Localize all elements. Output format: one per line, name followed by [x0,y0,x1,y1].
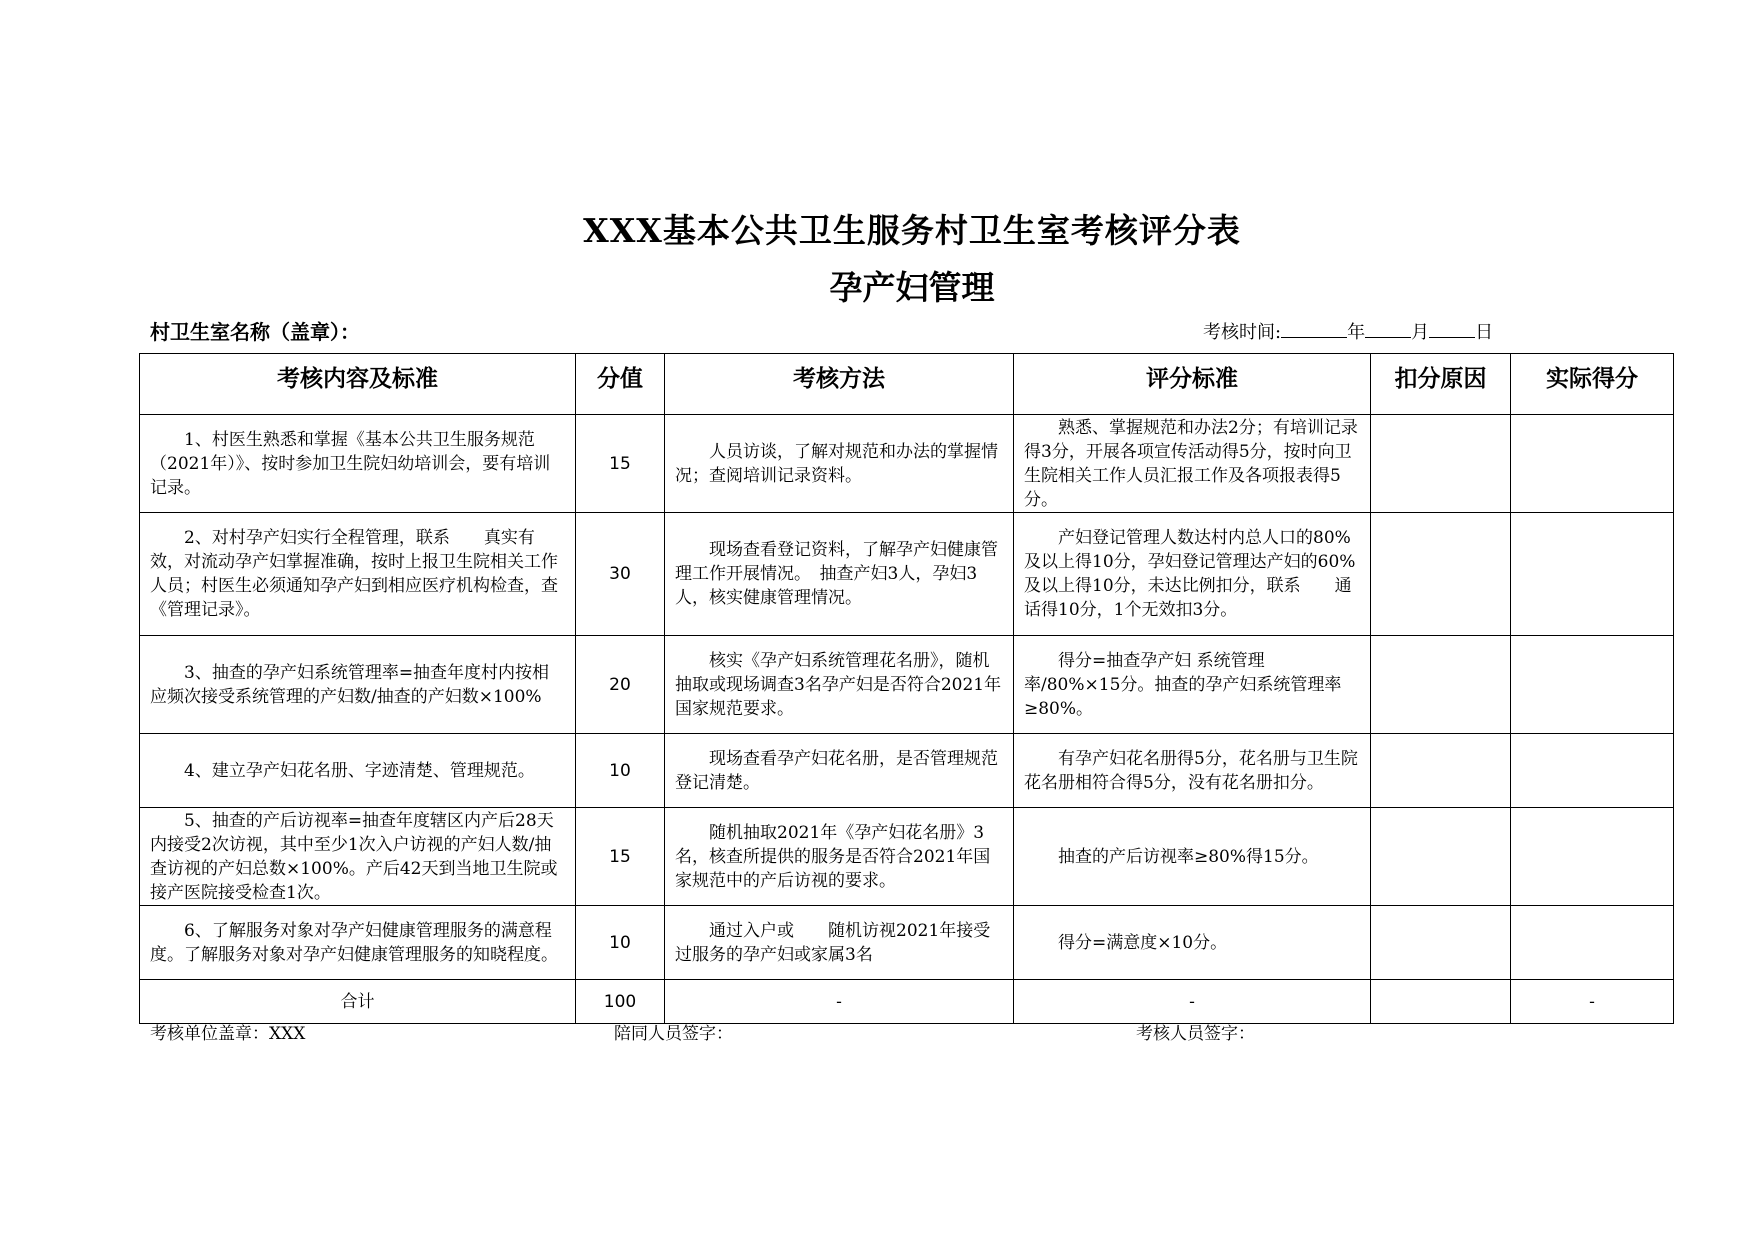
row-content: 2、对村孕产妇实行全程管理，联系 真实有效，对流动孕产妇掌握准确，按时上报卫生院相关工作人员；村医生必须通知孕产妇到相应医疗机构检查，查《管理记录》。 [140,513,576,636]
row-score: 15 [576,415,665,513]
row-actual-cell[interactable] [1511,415,1674,513]
row-score: 15 [576,808,665,906]
score-table [139,353,1674,1024]
row-content: 5、抽查的产后访视率=抽查年度辖区内产后28天内接受2次访视，其中至少1次入户访视的产妇人数/抽查访视的产妇总数×100%。产后42天到当地卫生院或接产医院接受检查1次。 [140,808,576,906]
page-title: XXX基本公共卫生服务村卫生室考核评分表 [583,211,1241,250]
footer-accompany-signature: 陪同人员签字： [614,1024,733,1044]
row-deduction-cell[interactable] [1371,636,1511,734]
exam-time [1203,318,1493,344]
month-blank[interactable] [1365,319,1411,338]
day-blank[interactable] [1429,319,1475,338]
header-method: 考核方法 [665,354,1014,415]
header-criteria: 评分标准 [1014,354,1371,415]
total-criteria: - [1014,980,1371,1024]
row-deduction-cell[interactable] [1371,734,1511,808]
row-content: 4、建立孕产妇花名册、字迹清楚、管理规范。 [140,734,576,808]
header-content: 考核内容及标准 [140,354,576,415]
row-criteria: 得分=抽查孕产妇 系统管理率/80%×15分。抽查的孕产妇系统管理率≥80%。 [1014,636,1371,734]
row-criteria: 产妇登记管理人数达村内总人口的80%及以上得10分，孕妇登记管理达产妇的60%及以上得10分，未达比例扣分，联系 通话得10分，1个无效扣3分。 [1014,513,1371,636]
row-deduction-cell[interactable] [1371,415,1511,513]
row-content: 3、抽查的孕产妇系统管理率=抽查年度村内按相应频次接受系统管理的产妇数/抽查的产妇数×100% [140,636,576,734]
table-row [140,808,1674,906]
exam-time-label: 考核时间: [1203,322,1282,343]
row-score: 10 [576,906,665,980]
month-label: 月 [1411,322,1430,343]
row-method: 随机抽取2021年《孕产妇花名册》3名，核查所提供的服务是否符合2021年国家规范中的产后访视的要求。 [665,808,1014,906]
row-score: 10 [576,734,665,808]
row-score: 20 [576,636,665,734]
total-method: - [665,980,1014,1024]
row-method: 现场查看登记资料，了解孕产妇健康管理工作开展情况。 抽查产妇3人，孕妇3人，核实健康管理情况。 [665,513,1014,636]
header-deduction: 扣分原因 [1371,354,1511,415]
row-score: 30 [576,513,665,636]
row-actual-cell[interactable] [1511,734,1674,808]
row-criteria: 抽查的产后访视率≥80%得15分。 [1014,808,1371,906]
table-row [140,636,1674,734]
total-actual[interactable]: - [1511,980,1674,1024]
day-label: 日 [1475,322,1494,343]
year-blank[interactable] [1281,319,1347,338]
row-actual-cell[interactable] [1511,513,1674,636]
footer-unit-stamp: 考核单位盖章：XXX [150,1024,306,1044]
table-row [140,513,1674,636]
header-actual: 实际得分 [1511,354,1674,415]
total-score: 100 [576,980,665,1024]
total-row [140,980,1674,1024]
table-row [140,415,1674,513]
table-header-row [140,354,1674,415]
row-method: 人员访谈，了解对规范和办法的掌握情况；查阅培训记录资料。 [665,415,1014,513]
row-criteria: 得分=满意度×10分。 [1014,906,1371,980]
row-method: 现场查看孕产妇花名册，是否管理规范登记清楚。 [665,734,1014,808]
row-actual-cell[interactable] [1511,636,1674,734]
row-criteria: 有孕产妇花名册得5分，花名册与卫生院花名册相符合得5分，没有花名册扣分。 [1014,734,1371,808]
total-deduction[interactable] [1371,980,1511,1024]
year-label: 年 [1347,322,1366,343]
table-row [140,906,1674,980]
row-method: 通过入户或 随机访视2021年接受过服务的孕产妇或家属3名 [665,906,1014,980]
row-content: 6、了解服务对象对孕产妇健康管理服务的满意程度。了解服务对象对孕产妇健康管理服务的知晓程度。 [140,906,576,980]
row-deduction-cell[interactable] [1371,808,1511,906]
row-deduction-cell[interactable] [1371,906,1511,980]
total-label: 合计 [140,980,576,1024]
row-actual-cell[interactable] [1511,906,1674,980]
footer-reviewer-signature: 考核人员签字： [1136,1024,1255,1044]
row-method: 核实《孕产妇系统管理花名册》，随机抽取或现场调查3名孕产妇是否符合2021年国家规范要求。 [665,636,1014,734]
row-content: 1、村医生熟悉和掌握《基本公共卫生服务规范（2021年）》、按时参加卫生院妇幼培训会，要有培训记录。 [140,415,576,513]
row-deduction-cell[interactable] [1371,513,1511,636]
clinic-name-label: 村卫生室名称（盖章）： [150,320,360,344]
table-row [140,734,1674,808]
row-criteria: 熟悉、掌握规范和办法2分；有培训记录得3分，开展各项宣传活动得5分，按时向卫生院相关工作人员汇报工作及各项报表得5分。 [1014,415,1371,513]
header-score: 分值 [576,354,665,415]
page-subtitle: 孕产妇管理 [829,268,995,307]
row-actual-cell[interactable] [1511,808,1674,906]
